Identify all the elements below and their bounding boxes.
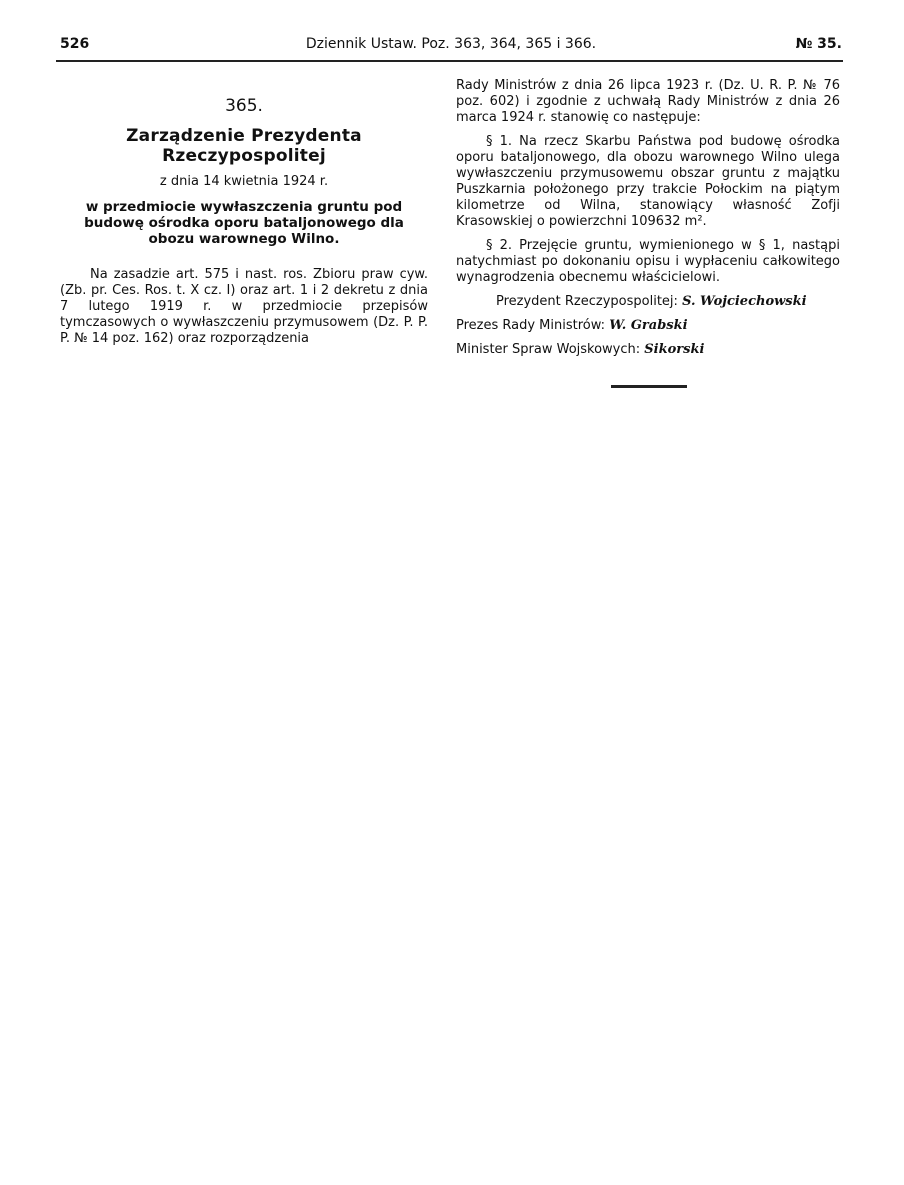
signature-name: Sikorski — [644, 342, 705, 357]
act-title: Zarządzenie Prezydenta Rzeczypospolitej — [126, 126, 362, 166]
right-column — [456, 78, 840, 358]
page-number: 526 — [60, 36, 90, 52]
preamble-part-2: Rady Ministrów z dnia 26 lipca 1923 r. (Dz. U. R. P. № 76 poz. 602) i zgodnie z uchwałą Rady Ministrów z dnia 26 marca 1924 r. stanowię co następuje: — [456, 78, 840, 125]
left-column — [60, 96, 428, 347]
signature-label: Prezes Rady Ministrów: — [456, 318, 606, 333]
signature-president — [456, 294, 840, 310]
end-divider — [611, 385, 687, 388]
page-header — [60, 36, 842, 56]
act-date: z dnia 14 kwietnia 1924 r. — [159, 174, 329, 189]
issue-number: № 35. — [795, 36, 842, 52]
signature-label: Minister Spraw Wojskowych: — [456, 342, 641, 357]
paragraph-2: § 2. Przejęcie gruntu, wymienionego w § 1, nastąpi natychmiast po dokonaniu opisu i wypłaceniu całkowitego wynagrodzenia obecnemu właścicielowi. — [456, 238, 840, 285]
signature-name: W. Grabski — [609, 318, 688, 333]
header-divider — [56, 60, 843, 62]
preamble-part-1: Na zasadzie art. 575 i nast. ros. Zbioru praw cyw. (Zb. pr. Ces. Ros. t. X cz. I) oraz art. 1 i 2 dekretu z dnia 7 lutego 1919 r. w przedmiocie przepisów tymczasowych o wywłaszczeniu przymusowem (Dz. P. P. P. № 14 poz. 162) oraz rozporządzenia — [60, 267, 428, 346]
signature-military-minister — [456, 342, 840, 358]
paragraph-1: § 1. Na rzecz Skarbu Państwa pod budowę ośrodka oporu bataljonowego, dla obozu warownego Wilno ulega wywłaszczeniu przymusowemu obszar gruntu z majątku Puszkarnia położonego przy trakcie Połockim na piątym kilometrze od Wilna, stanowiący własność Zofji Krasowskiej o powierzchni 109632 m². — [456, 134, 840, 229]
journal-title: Dziennik Ustaw. Poz. 363, 364, 365 i 366. — [305, 36, 597, 52]
signature-prime-minister — [456, 318, 840, 334]
signature-name: S. Wojciechowski — [682, 294, 807, 309]
position-number: 365. — [225, 96, 263, 116]
signature-label: Prezydent Rzeczypospolitej: — [496, 294, 678, 309]
act-subject: w przedmiocie wywłaszczenia gruntu pod budowę ośrodka oporu bataljonowego dla obozu warownego Wilno. — [84, 199, 404, 247]
